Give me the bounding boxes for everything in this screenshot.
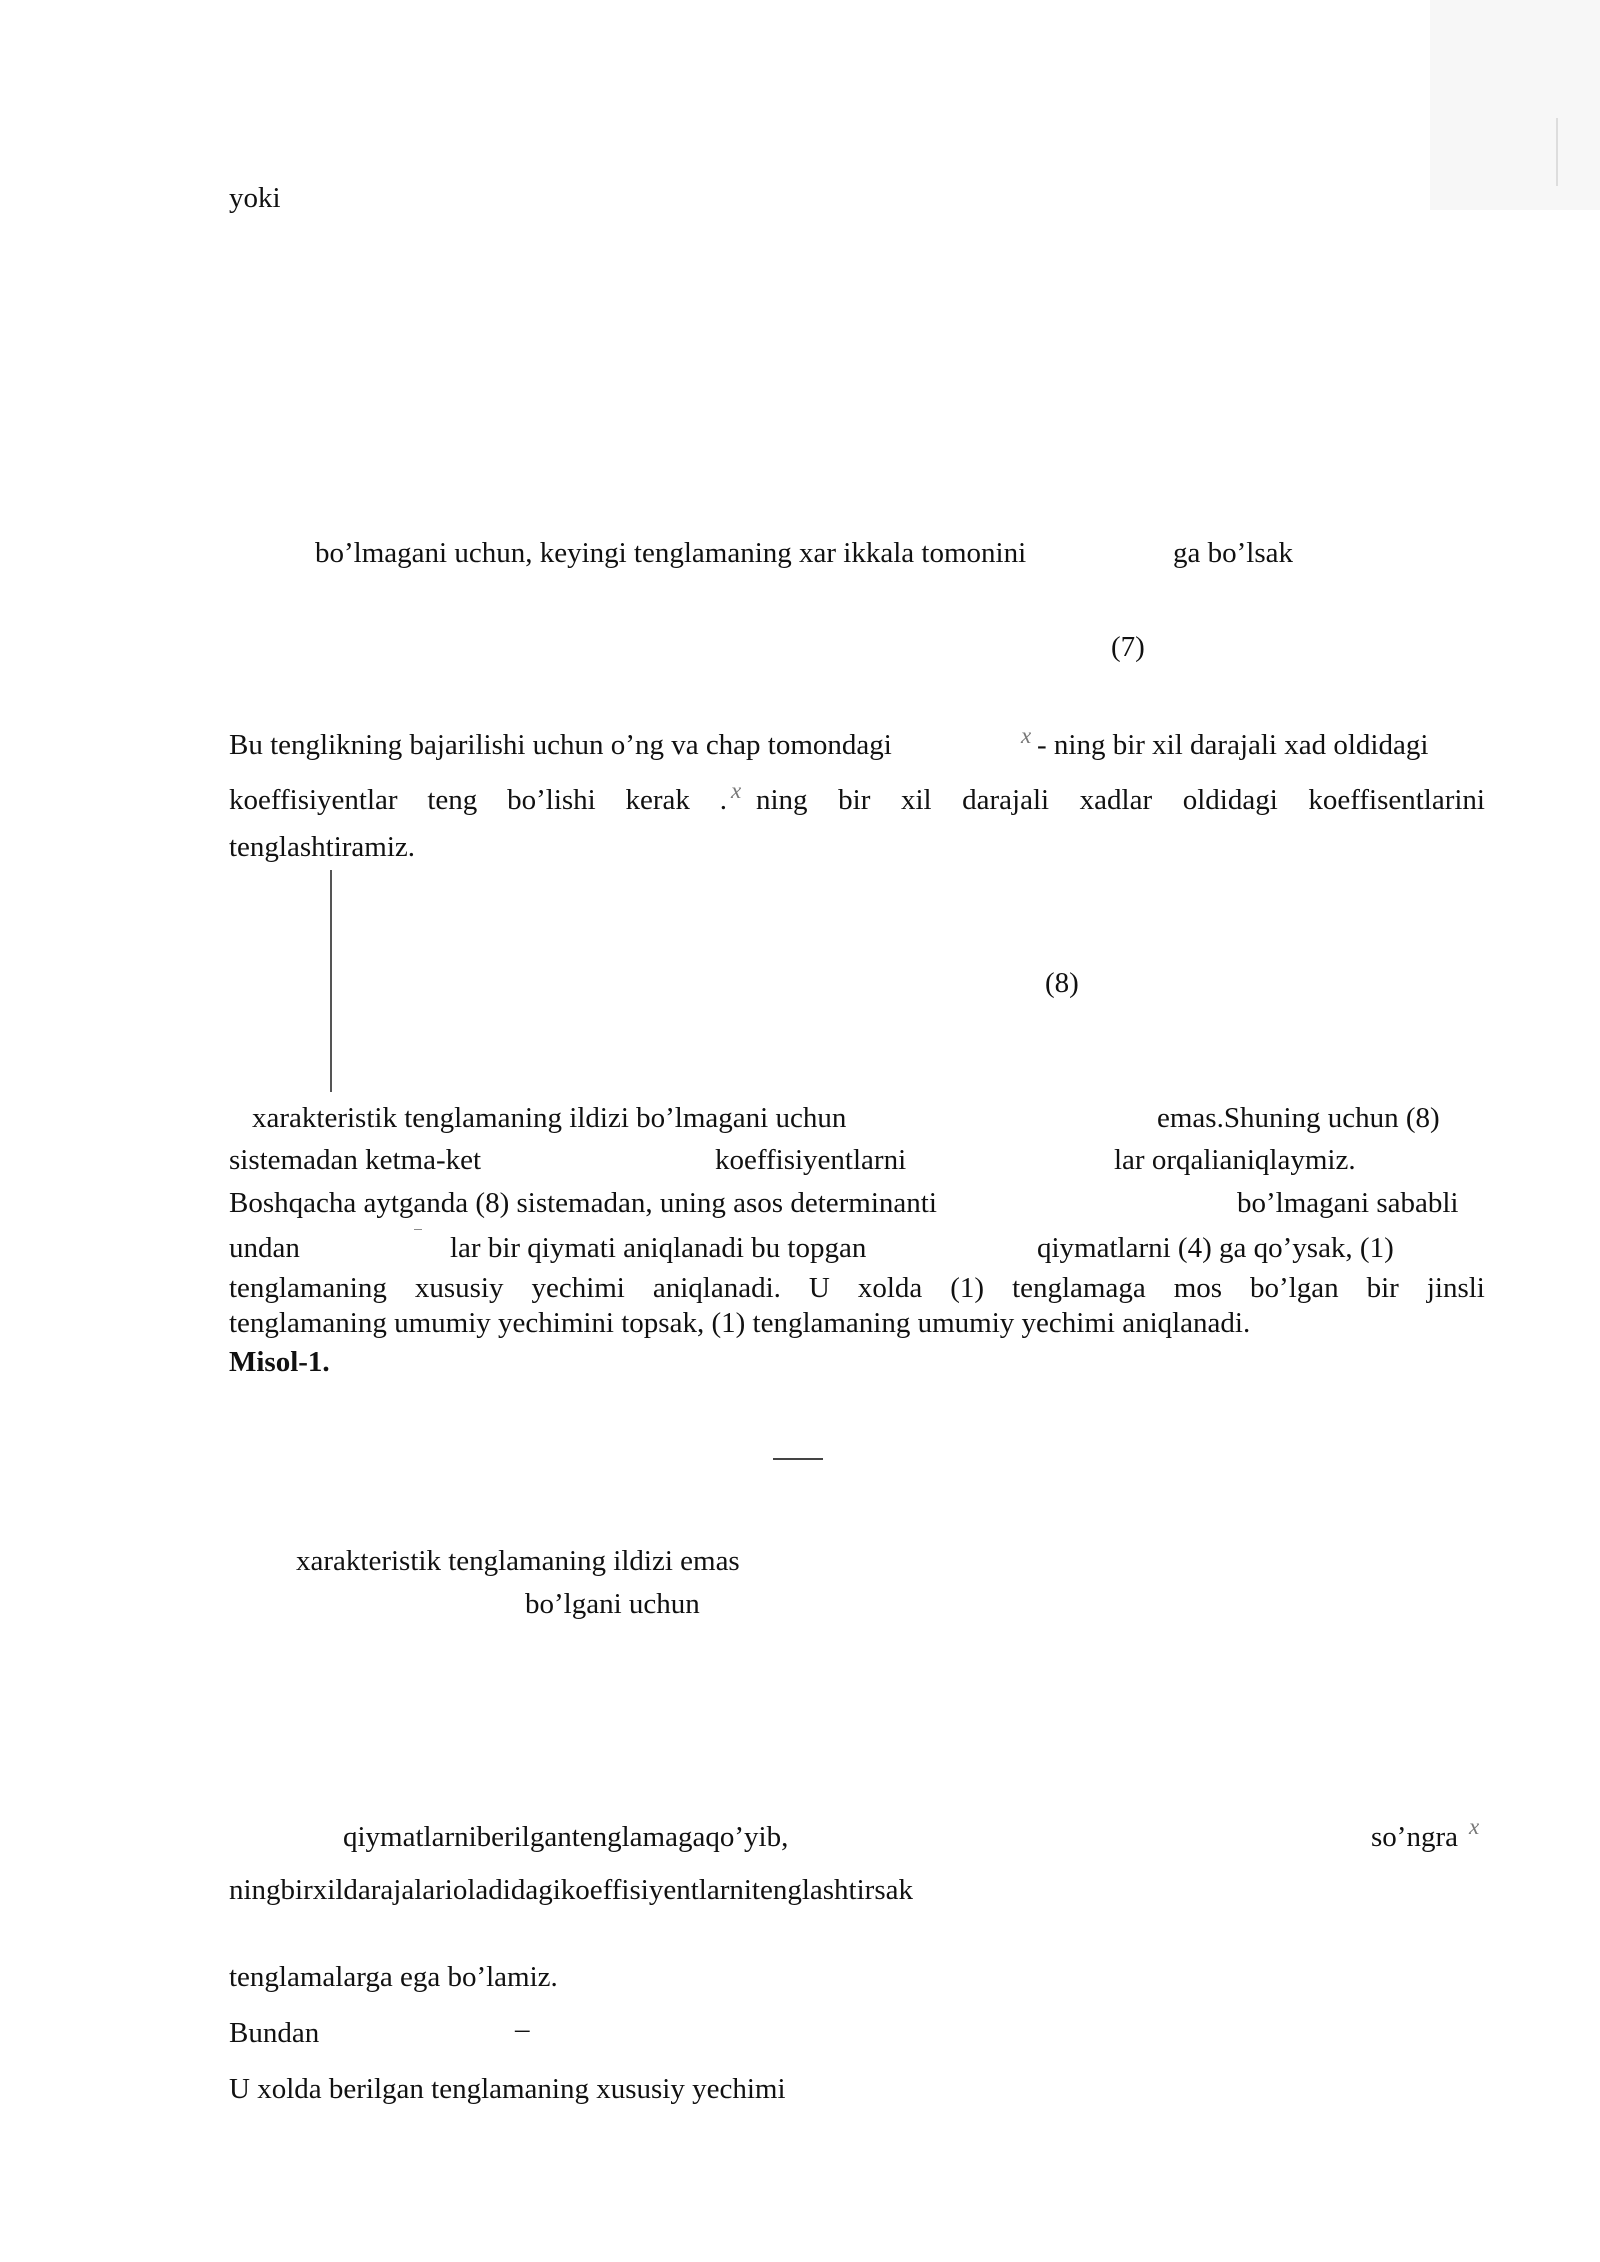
p2-line1-b: emas.Shuning uchun (8) <box>1157 1102 1440 1134</box>
word: teng <box>427 784 478 816</box>
word: darajali <box>962 784 1050 816</box>
example-line5: tenglamalarga ega bo’lamiz. <box>229 1961 558 1993</box>
text-bolmagani-b: ga bo’lsak <box>1173 537 1293 569</box>
word: bo’lishi <box>507 784 596 816</box>
fraction-bar <box>773 1458 823 1460</box>
example-line3-b: so’ngra <box>1371 1821 1458 1853</box>
p2-line3-a: Boshqacha aytganda (8) sistemadan, uning asos determinanti <box>229 1187 937 1219</box>
p1-line2-b <box>756 783 1485 818</box>
word: xususiy <box>414 1272 504 1304</box>
p2-line2-a: sistemadan ketma-ket <box>229 1144 482 1176</box>
word: . <box>719 784 727 816</box>
p2-line2-b: koeffisiyentlarni <box>715 1144 907 1176</box>
p2-line6: tenglamaning umumiy yechimini topsak, (1) tenglamaning umumiy yechimi aniqlanadi. <box>229 1307 1251 1339</box>
word: xolda <box>857 1272 923 1304</box>
p2-line4-c: qiymatlarni (4) ga qo’ysak, (1) <box>1037 1232 1394 1264</box>
system-brace-line <box>330 870 332 1092</box>
x-symbol-3: x <box>1469 1814 1480 1839</box>
example-line4: ningbirxildarajalarioladidagikoeffisiyentlarnitenglashtirsak <box>229 1874 913 1906</box>
p2-line4-b: lar bir qiymati aniqlanadi bu topgan <box>450 1232 867 1264</box>
example-line7: U xolda berilgan tenglamaning xususiy yechimi <box>229 2073 786 2105</box>
text-yoki: yoki <box>229 182 281 214</box>
word: jinsli <box>1426 1272 1485 1304</box>
small-bar-mark <box>414 1229 422 1230</box>
word: koeffisentlarini <box>1308 784 1485 816</box>
word: kerak <box>625 784 690 816</box>
example-line3-a: qiymatlarniberilgantenglamagaqo’yib, <box>343 1821 789 1853</box>
word: yechimi <box>531 1272 625 1304</box>
word: tenglamaga <box>1012 1272 1146 1304</box>
word: xadlar <box>1079 784 1153 816</box>
example-line6-dash: – <box>515 2013 530 2045</box>
word: tenglamaning <box>229 1272 387 1304</box>
equation-number-8: (8) <box>1045 967 1079 999</box>
p2-line3-b: bo’lmagani sababli <box>1237 1187 1459 1219</box>
x-symbol-2: x <box>731 778 742 803</box>
p2-line5 <box>229 1271 1485 1306</box>
text-bolmagani-a: bo’lmagani uchun, keyingi tenglamaning xar ikkala tomonini <box>315 537 1027 569</box>
page-corner-shade <box>1430 0 1600 210</box>
p1-line3: tenglashtiramiz. <box>229 831 416 863</box>
p1-line1-b: - ning bir xil darajali xad oldidagi <box>1037 729 1429 761</box>
word: koeffisiyentlar <box>229 784 398 816</box>
word: xil <box>900 784 932 816</box>
p2-line4-a: undan <box>229 1232 300 1264</box>
example-line2: bo’lgani uchun <box>525 1588 700 1620</box>
word: mos <box>1173 1272 1223 1304</box>
word: (1) <box>950 1272 985 1304</box>
example-line1: xarakteristik tenglamaning ildizi emas <box>296 1545 740 1577</box>
p2-line1-a: xarakteristik tenglamaning ildizi bo’lmagani uchun <box>252 1102 847 1134</box>
page-edge-mark <box>1556 118 1558 186</box>
example-heading: Misol-1. <box>229 1346 330 1378</box>
equation-number-7: (7) <box>1111 631 1145 663</box>
word: U <box>808 1272 830 1304</box>
word: oldidagi <box>1182 784 1278 816</box>
p1-line2-a <box>229 783 727 818</box>
word: bir <box>838 784 871 816</box>
word: aniqlanadi. <box>652 1272 781 1304</box>
word: bir <box>1366 1272 1399 1304</box>
p2-line2-c: lar orqalianiqlaymiz. <box>1114 1144 1356 1176</box>
p1-line1-a: Bu tenglikning bajarilishi uchun o’ng va chap tomondagi <box>229 729 892 761</box>
word: bo’lgan <box>1250 1272 1339 1304</box>
word: ning <box>756 784 808 816</box>
x-symbol-1: x <box>1021 723 1032 748</box>
example-line6-a: Bundan <box>229 2017 320 2049</box>
